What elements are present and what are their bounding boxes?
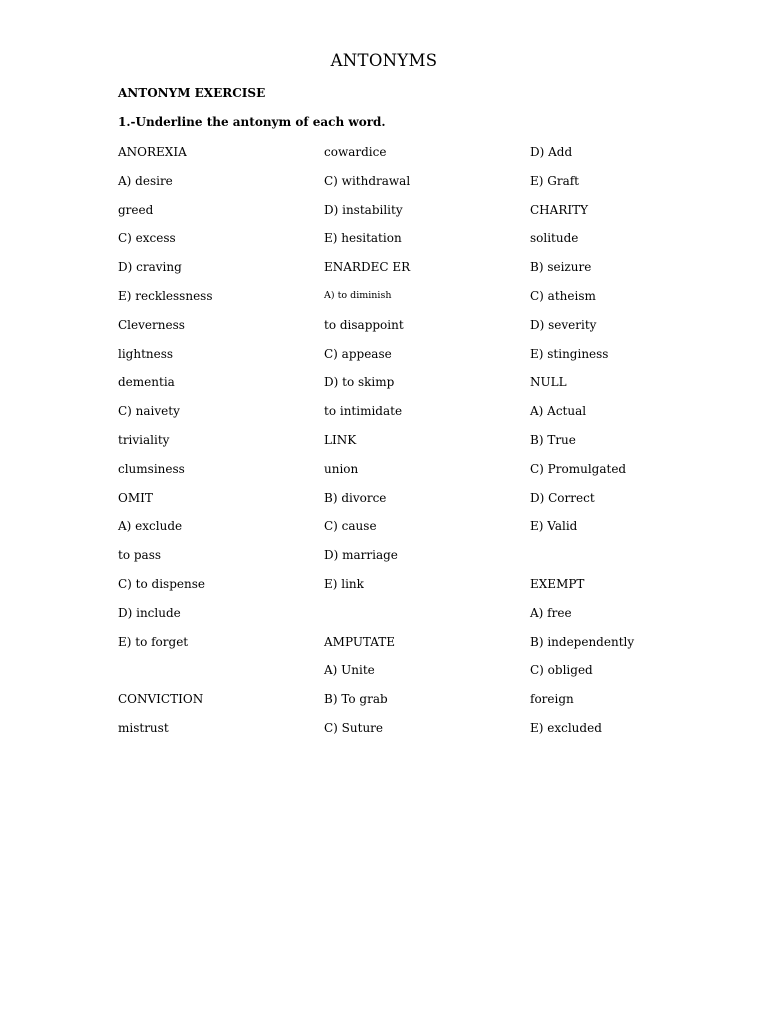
exercise-instruction: 1.-Underline the antonym of each word. [118,115,386,129]
word-item: NULL [530,375,567,390]
word-item: to intimidate [324,404,403,419]
word-item: E) Graft [530,173,579,188]
word-item: A) exclude [118,519,183,534]
word-item: C) naivety [118,404,180,419]
word-item: clumsiness [118,461,185,476]
word-item: mistrust [118,720,169,735]
word-item: dementia [118,375,175,390]
word-item: CONVICTION [118,692,204,707]
word-item: D) instability [324,202,403,217]
word-column-3 [530,144,730,749]
word-item: D) Correct [530,490,595,505]
word-item: E) link [324,576,364,591]
word-item: ANOREXIA [118,145,187,159]
exercise-subtitle: ANTONYM EXERCISE [118,86,266,100]
word-item: triviality [118,432,170,447]
word-item: D) include [118,605,181,620]
word-item: A) desire [118,173,173,188]
word-item: B) seizure [530,260,592,275]
word-item: greed [118,202,154,217]
word-item: lightness [118,346,174,361]
word-item [118,662,318,691]
word-column-1 [118,144,318,749]
word-item: D) to skimp [324,375,395,390]
word-item: C) Promulgated [530,461,627,476]
word-item: C) appease [324,346,392,361]
word-item: D) marriage [324,548,398,563]
word-item: B) divorce [324,490,387,505]
word-item: A) Actual [530,404,587,419]
word-item: D) Add [530,145,573,159]
word-item [324,605,524,634]
word-item: LINK [324,432,357,447]
word-item: A) Unite [324,663,375,678]
word-item: B) To grab [324,692,388,707]
word-item: cowardice [324,145,387,159]
word-item: B) True [530,432,576,447]
word-item: C) atheism [530,288,596,303]
word-item: OMIT [118,490,153,505]
word-item: C) excess [118,231,176,246]
word-item: EXEMPT [530,576,585,591]
word-item: C) withdrawal [324,173,411,188]
word-item: C) obliged [530,663,593,678]
word-column-2 [324,144,524,749]
word-item: A) free [530,605,572,620]
word-item: E) Valid [530,519,578,534]
word-item: union [324,461,359,476]
word-item: D) severity [530,317,597,332]
word-item: E) stinginess [530,346,609,361]
word-item: D) craving [118,260,182,275]
word-item: E) to forget [118,634,189,649]
word-item: to disappoint [324,317,404,332]
word-item [530,547,730,576]
word-item: ENARDEC ER [324,260,411,275]
word-item: Cleverness [118,317,185,332]
word-item: E) excluded [530,720,602,735]
word-item: C) Suture [324,720,384,735]
word-item: E) recklessness [118,288,213,303]
word-item: AMPUTATE [324,634,396,649]
page-title: ANTONYMS [330,51,438,70]
word-item: foreign [530,692,574,707]
word-item: C) cause [324,519,377,534]
word-item: B) independently [530,634,635,649]
word-item: CHARITY [530,202,589,217]
word-item: to pass [118,548,162,563]
word-item: C) to dispense [118,576,205,591]
word-item: solitude [530,231,579,246]
word-item: A) to diminish [324,289,392,301]
word-item: E) hesitation [324,231,402,246]
